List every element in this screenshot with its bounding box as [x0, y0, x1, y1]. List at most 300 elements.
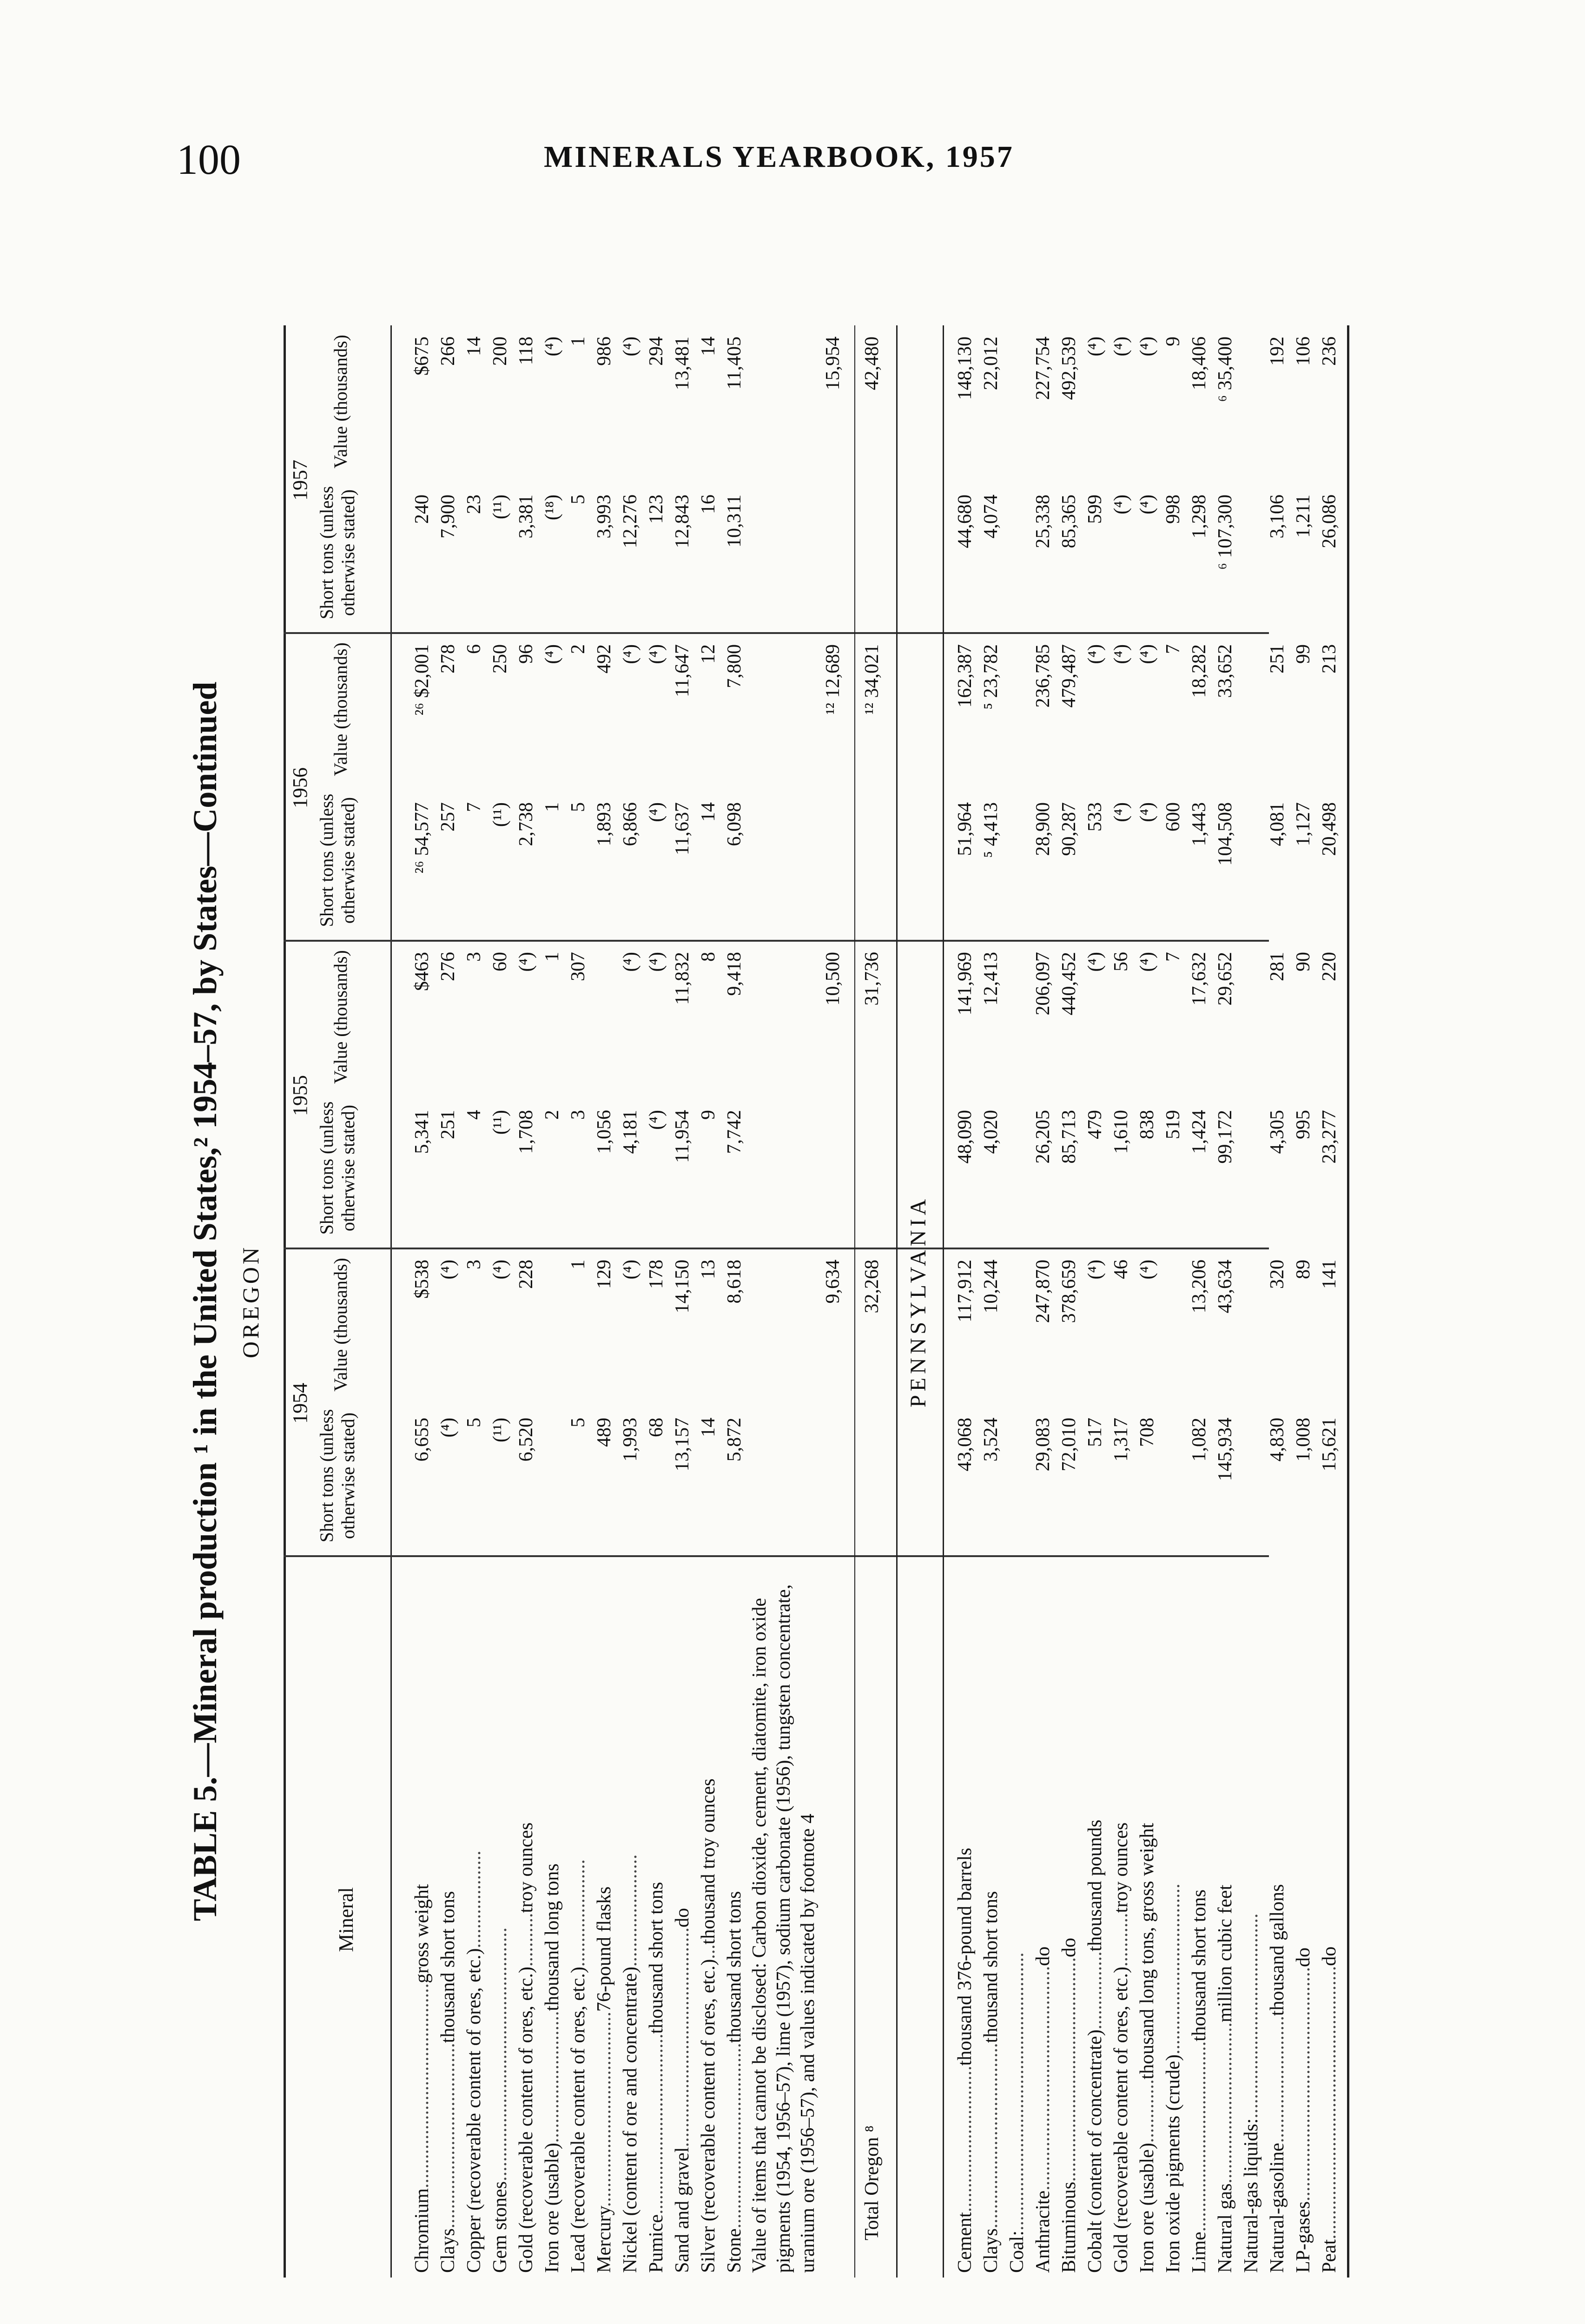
quantity-cell: 15,621 — [1319, 1418, 1340, 1472]
mineral-name: Iron ore (usable) — [542, 2143, 563, 2273]
mineral-name: Gem stones — [489, 2181, 511, 2273]
mineral-name: Copper (recoverable content of ores, etc.) — [463, 1948, 485, 2273]
mineral-label — [1290, 1562, 1316, 2273]
value-cell: 96 — [515, 644, 537, 664]
mineral-name: Anthracite — [1032, 2190, 1054, 2273]
total-rule — [854, 325, 855, 2278]
table-row — [513, 325, 539, 2278]
value-cell: ⁶ 35,400 — [1215, 337, 1236, 402]
undisclosed-value-cell: 10,500 — [822, 952, 844, 1006]
value-cell: (⁴) — [1136, 644, 1158, 664]
table-row — [409, 325, 435, 2278]
year-header: 1954 — [289, 1383, 311, 1424]
value-cell: 99 — [1293, 644, 1314, 664]
value-cell: 118 — [515, 337, 537, 365]
quantity-cell: 479 — [1084, 1110, 1106, 1139]
table-row — [721, 325, 747, 2278]
value-cell: (⁴) — [1084, 337, 1106, 357]
unit-label: thousand short tons — [724, 1891, 745, 2043]
unit-label: thousand 376-pound barrels — [954, 1848, 976, 2066]
quantity-cell: 1 — [542, 802, 563, 812]
quantity-cell: 5 — [568, 495, 589, 504]
value-cell: $463 — [411, 952, 433, 991]
mineral-label — [643, 1562, 669, 2273]
leader-dots: ...................................... — [980, 2043, 1002, 2229]
value-cell: 200 — [489, 337, 511, 366]
value-cell: (⁴) — [1136, 337, 1158, 357]
quantity-cell: 489 — [594, 1418, 615, 1447]
value-cell: 60 — [489, 952, 511, 971]
leader-dots: ........................................ — [594, 2012, 615, 2207]
value-cell: 251 — [1267, 644, 1288, 673]
quantity-cell: 7,742 — [724, 1110, 745, 1154]
leader-dots: .................... — [463, 1850, 485, 1948]
quantity-cell: 90,287 — [1058, 802, 1080, 856]
quantity-cell: 28,900 — [1032, 802, 1054, 856]
quantity-cell: 5 — [568, 1418, 589, 1427]
quantity-cell: 23 — [463, 495, 485, 514]
mineral-label — [565, 1562, 591, 2273]
value-cell: 29,652 — [1215, 952, 1236, 1006]
mineral-name: LP-gases — [1293, 2201, 1314, 2273]
value-cell: 14 — [463, 337, 485, 356]
leader-dots: ........... — [515, 1913, 537, 1967]
quantity-cell: 4,830 — [1267, 1418, 1288, 1462]
value-cell: 7 — [1162, 952, 1184, 962]
year-header: 1955 — [289, 1075, 311, 1116]
quantity-cell: 251 — [437, 1110, 459, 1139]
quantity-cell: 23,277 — [1319, 1110, 1340, 1164]
data-table — [284, 325, 1340, 2278]
unit-label: do — [1058, 1937, 1080, 1957]
value-cell: $675 — [411, 337, 433, 376]
quantity-cell: 4,081 — [1267, 802, 1288, 846]
page-number: 100 — [177, 136, 241, 183]
mineral-label — [1134, 1562, 1160, 2273]
quantity-cell: 998 — [1162, 495, 1184, 524]
quantity-cell: 12,276 — [620, 495, 641, 548]
leader-dots: .............................................. — [1032, 1966, 1054, 2191]
mineral-column-header: Mineral — [335, 1887, 357, 1952]
total-value-cell: 31,736 — [861, 952, 883, 1006]
mineral-label — [952, 1562, 978, 2273]
value-cell: 278 — [437, 644, 459, 673]
table-row — [1212, 325, 1238, 2278]
mineral-name: Sand and gravel — [672, 2147, 693, 2273]
mineral-label — [487, 1562, 513, 2273]
leader-dots: ..................................... — [646, 2034, 667, 2215]
quantity-cell: 14 — [698, 1418, 719, 1437]
value-cell: (⁴) — [1110, 644, 1132, 664]
leader-dots: ............. — [1136, 2079, 1158, 2143]
quantity-cell: 533 — [1084, 802, 1106, 832]
leader-dots: ........................................................ — [1319, 1966, 1340, 2239]
leader-dots: ................................. — [1215, 2022, 1236, 2184]
quantity-cell: 6,866 — [620, 802, 641, 846]
quantity-cell: 123 — [646, 495, 667, 524]
unit-label: troy ounces — [515, 1822, 537, 1913]
quantity-cell: 1,443 — [1189, 802, 1210, 846]
mineral-name: Gold (recoverable content of ores, etc.) — [515, 1967, 537, 2273]
quantity-cell: 3 — [568, 1110, 589, 1120]
mineral-name: Pumice — [646, 2214, 667, 2273]
value-column-header: Value (thousands) — [330, 642, 351, 776]
value-cell: 22,012 — [980, 337, 1002, 390]
quantity-cell: 257 — [437, 802, 459, 832]
section-rule — [896, 325, 898, 2278]
running-head: MINERALS YEARBOOK, 1957 — [544, 140, 1014, 174]
unit-label: troy ounces — [1110, 1822, 1132, 1913]
value-cell: 106 — [1293, 337, 1314, 366]
quantity-cell: 3,993 — [594, 495, 615, 539]
header-bottom-rule — [390, 325, 392, 2278]
table-row — [539, 325, 565, 2278]
leader-dots: ....................................... — [1189, 2041, 1210, 2232]
quantity-cell: 1,056 — [594, 1110, 615, 1154]
mineral-name: Coal: — [1006, 2231, 1028, 2273]
quantity-cell: (⁴) — [437, 1418, 459, 1438]
quantity-cell: 85,365 — [1058, 495, 1080, 548]
mineral-name: Lime — [1189, 2232, 1210, 2273]
quantity-cell: 99,172 — [1215, 1110, 1236, 1164]
mineral-label — [1186, 1562, 1212, 2273]
mineral-label — [1316, 1562, 1342, 2273]
mineral-label — [1056, 1562, 1082, 2273]
quantity-cell: 3,381 — [515, 495, 537, 539]
value-cell: 162,387 — [954, 644, 976, 708]
unit-label: thousand pounds — [1084, 1819, 1106, 1952]
mineral-name: Cobalt (content of concentrate) — [1084, 2029, 1106, 2273]
table-row — [565, 325, 591, 2278]
quantity-cell: 29,083 — [1032, 1418, 1054, 1472]
quantity-cell: 72,010 — [1058, 1418, 1080, 1472]
mineral-name: Clays — [980, 2228, 1002, 2273]
quantity-cell: 1,993 — [620, 1418, 641, 1462]
table-row — [617, 325, 643, 2278]
value-cell: 13 — [698, 1260, 719, 1279]
value-cell: 2 — [568, 644, 589, 654]
table-row — [952, 325, 978, 2278]
unit-label: thousand long tons, gross weight — [1136, 1822, 1158, 2080]
quantity-cell: (⁴) — [1136, 495, 1158, 515]
quantity-cell: (¹¹) — [489, 1110, 511, 1135]
undisclosed-value-cell: 9,634 — [822, 1260, 844, 1304]
value-cell: 11,405 — [724, 337, 745, 390]
value-cell: 56 — [1110, 952, 1132, 971]
value-cell: 46 — [1110, 1260, 1132, 1279]
quantity-cell: 145,934 — [1215, 1418, 1236, 1481]
value-cell: 141 — [1319, 1260, 1340, 1289]
mineral-label — [978, 1562, 1004, 2273]
table-row — [1082, 325, 1108, 2278]
unit-label: 76-pound flasks — [594, 1886, 615, 2012]
value-cell: 440,452 — [1058, 952, 1080, 1016]
quantity-cell: 9 — [698, 1110, 719, 1120]
quantity-cell: (¹⁸) — [542, 495, 563, 521]
value-cell: 266 — [437, 337, 459, 366]
quantity-cell: 6,098 — [724, 802, 745, 846]
value-cell: (⁴) — [489, 1260, 511, 1280]
value-cell: 986 — [594, 337, 615, 366]
quantity-cell: 14 — [698, 802, 719, 822]
value-cell: 227,754 — [1032, 337, 1054, 400]
quantity-cell: 104,508 — [1215, 802, 1236, 866]
value-cell: 43,634 — [1215, 1260, 1236, 1314]
mineral-label — [1212, 1562, 1238, 2273]
table-row — [1290, 325, 1316, 2278]
value-cell: 294 — [646, 337, 667, 366]
value-cell: 12 — [698, 644, 719, 664]
mineral-label — [1160, 1562, 1186, 2273]
mineral-label — [409, 1562, 435, 2273]
quantity-cell: 1,893 — [594, 802, 615, 846]
value-cell: 12,413 — [980, 952, 1002, 1006]
value-cell: 1 — [542, 952, 563, 962]
table-row — [1030, 325, 1056, 2278]
table-bottom-rule — [1347, 325, 1349, 2278]
mineral-name: Iron ore (usable) — [1136, 2143, 1158, 2273]
mineral-label — [669, 1562, 695, 2273]
quantity-cell: 240 — [411, 495, 433, 524]
quantity-cell: 7 — [463, 802, 485, 812]
quantity-cell: 1,298 — [1189, 495, 1210, 539]
value-cell: (⁴) — [1084, 952, 1106, 972]
quantity-cell: ⁶ 107,300 — [1215, 495, 1236, 570]
unit-label: thousand short tons — [437, 1891, 459, 2043]
value-cell: 13,481 — [672, 337, 693, 390]
quantity-column-header: Short tons (unless otherwise stated) — [316, 1409, 358, 1543]
mineral-label — [591, 1562, 617, 2273]
quantity-column-header: Short tons (unless otherwise stated) — [316, 486, 358, 620]
quantity-cell: 51,964 — [954, 802, 976, 856]
leader-dots: ...................................... — [724, 2043, 745, 2229]
quantity-cell: 995 — [1293, 1110, 1314, 1139]
unit-label: thousand long tons — [542, 1863, 563, 2011]
mineral-label — [1004, 1562, 1030, 2273]
unit-label: thousand short tons — [646, 1882, 667, 2034]
total-value-cell: 42,480 — [861, 337, 883, 390]
quantity-cell: 68 — [646, 1418, 667, 1437]
total-row — [859, 325, 885, 2278]
value-cell: 90 — [1293, 952, 1314, 971]
quantity-column-header: Short tons (unless otherwise stated) — [316, 1101, 358, 1235]
value-cell: 10,244 — [980, 1260, 1002, 1314]
quantity-cell: 1,610 — [1110, 1110, 1132, 1154]
mineral-name: Natural gas — [1215, 2183, 1236, 2273]
table-row — [669, 325, 695, 2278]
quantity-cell: ⁵ 4,413 — [980, 802, 1002, 858]
value-cell: 141,969 — [954, 952, 976, 1016]
table-row — [1186, 325, 1212, 2278]
mineral-label — [695, 1562, 721, 2273]
value-cell: 7 — [1162, 644, 1184, 654]
unit-label: do — [1032, 1946, 1054, 1966]
quantity-cell: (¹¹) — [489, 495, 511, 520]
quantity-cell: 13,157 — [672, 1418, 693, 1472]
mineral-name: Lead (recoverable content of ores, etc.) — [568, 1967, 589, 2273]
value-cell: 479,487 — [1058, 644, 1080, 708]
value-cell: 18,406 — [1189, 337, 1210, 390]
table-row — [487, 325, 513, 2278]
value-cell: 3 — [463, 1260, 485, 1269]
value-cell: 276 — [437, 952, 459, 981]
quantity-cell: (¹¹) — [489, 802, 511, 827]
quantity-cell: 5 — [568, 802, 589, 812]
leader-dots: ....................... — [620, 1854, 641, 1967]
value-cell: 307 — [568, 952, 589, 981]
quantity-cell: 4,181 — [620, 1110, 641, 1154]
quantity-cell: 599 — [1084, 495, 1106, 524]
quantity-cell: 12,843 — [672, 495, 693, 548]
table-row — [1238, 325, 1264, 2278]
value-cell: 178 — [646, 1260, 667, 1289]
leader-dots: .......................................... — [1241, 1913, 1262, 2119]
table-row — [643, 325, 669, 2278]
table-caption: TABLE 5.—Mineral production ¹ in the United States,² 1954–57, by States—Continued — [186, 681, 224, 1921]
value-cell: 192 — [1267, 337, 1288, 366]
quantity-cell: 1,317 — [1110, 1418, 1132, 1462]
value-cell: (⁴) — [620, 952, 641, 972]
mineral-label — [1030, 1562, 1056, 2273]
total-label: Total Oregon ⁸ — [861, 2125, 883, 2240]
value-cell: (⁴) — [515, 952, 537, 972]
year-header: 1956 — [289, 767, 311, 808]
unit-label: thousand short tons — [1189, 1889, 1210, 2041]
quantity-cell: (⁴) — [646, 802, 667, 822]
undisclosed-value-cell: 15,954 — [822, 337, 844, 390]
quantity-cell: 6,655 — [411, 1418, 433, 1462]
leader-dots: .......................................... — [411, 1983, 433, 2188]
quantity-column-header: Short tons (unless otherwise stated) — [316, 793, 358, 927]
value-cell: (⁴) — [1136, 1260, 1158, 1280]
leader-dots: .............................. — [954, 2066, 976, 2212]
quantity-cell: 43,068 — [954, 1418, 976, 1472]
quantity-cell: 44,680 — [954, 495, 976, 548]
value-cell: 378,659 — [1058, 1260, 1080, 1323]
table-row — [1134, 325, 1160, 2278]
value-cell: 236,785 — [1032, 644, 1054, 708]
leader-dots: ...................................... — [437, 2043, 459, 2229]
mineral-name: Chromium — [411, 2188, 433, 2273]
quantity-cell: 7,900 — [437, 495, 459, 539]
leader-dots: ......................................................... — [1006, 1952, 1028, 2231]
value-cell: (⁴) — [646, 644, 667, 664]
table-row — [435, 325, 461, 2278]
value-cell: 18,282 — [1189, 644, 1210, 698]
mineral-name: Clays — [437, 2228, 459, 2273]
value-cell: 492 — [594, 644, 615, 673]
value-cell: 11,832 — [672, 952, 693, 1005]
value-cell: (⁴) — [542, 337, 563, 357]
mineral-name: Iron oxide pigments (crude) — [1162, 2054, 1184, 2273]
quantity-cell: 4,074 — [980, 495, 1002, 539]
mineral-label — [617, 1562, 643, 2273]
leader-dots: ...................... — [568, 1859, 589, 1967]
value-cell: (⁴) — [1136, 952, 1158, 972]
mineral-name: Stone — [724, 2228, 745, 2273]
value-cell: 3 — [463, 952, 485, 962]
quantity-cell: 1,211 — [1293, 495, 1314, 538]
table-row — [1316, 325, 1342, 2278]
mineral-name: Peat — [1319, 2239, 1340, 2273]
value-cell: ²⁶ $2,001 — [411, 644, 433, 716]
quantity-cell: 3,106 — [1267, 495, 1288, 539]
quantity-cell: (¹¹) — [489, 1418, 511, 1443]
value-cell: (⁴) — [646, 952, 667, 972]
value-cell: 1 — [568, 337, 589, 346]
value-cell: (⁴) — [437, 1260, 459, 1280]
quantity-cell: 1,082 — [1189, 1418, 1210, 1462]
mineral-name: Natural-gas liquids: — [1241, 2118, 1262, 2273]
section-title-pennsylvania: PENNSYLVANIA — [906, 1195, 931, 1408]
mineral-label — [1108, 1562, 1134, 2273]
value-cell: 148,130 — [954, 337, 976, 400]
quantity-cell: 708 — [1136, 1418, 1158, 1447]
undisclosed-items-note: Value of items that cannot be disclosed: Carbon dioxide, cement, diatomite, iron oxide pigments (1954, 1956–57), lime (1957), sodium carbonate (1956), tungsten concentrate, uranium ore (1956–57), and values indicated by footnote 4 — [749, 1584, 819, 2273]
value-cell: 492,539 — [1058, 337, 1080, 400]
value-cell: (⁴) — [1084, 644, 1106, 664]
quantity-cell: 517 — [1084, 1418, 1106, 1447]
quantity-cell: 6,520 — [515, 1418, 537, 1462]
value-cell: 9,418 — [724, 952, 745, 996]
quantity-cell: 85,713 — [1058, 1110, 1080, 1164]
table-row — [978, 325, 1004, 2278]
value-column-header: Value (thousands) — [330, 335, 351, 469]
value-cell: 213 — [1319, 644, 1340, 673]
undisclosed-value-cell: ¹² 12,689 — [822, 644, 844, 715]
quantity-cell: 20,498 — [1319, 802, 1340, 856]
unit-label: thousand gallons — [1267, 1884, 1288, 2016]
mineral-name: Nickel (content of ore and concentrate) — [620, 1967, 641, 2273]
value-cell: 206,097 — [1032, 952, 1054, 1016]
quantity-cell: 25,338 — [1032, 495, 1054, 548]
mineral-name: Cement — [954, 2212, 976, 2273]
mineral-label — [539, 1562, 565, 2273]
mineral-name: Silver (recoverable content of ores, etc.) — [698, 1959, 719, 2273]
mineral-label — [721, 1562, 747, 2273]
total-value-cell: 32,268 — [861, 1260, 883, 1314]
quantity-cell: 26,086 — [1319, 495, 1340, 548]
value-cell: 11,647 — [672, 644, 693, 697]
quantity-cell: 4 — [463, 1110, 485, 1120]
leader-dots: ............................................. — [672, 1927, 693, 2147]
total-value-cell: ¹² 34,021 — [861, 644, 883, 715]
undisclosed-values-row — [820, 325, 846, 2278]
leader-dots: .............................................. — [1058, 1957, 1080, 2182]
unit-label: do — [672, 1908, 693, 1928]
quantity-cell: 2 — [542, 1110, 563, 1120]
value-column-header: Value (thousands) — [330, 950, 351, 1084]
value-cell: 7,800 — [724, 644, 745, 688]
value-cell: (⁴) — [620, 1260, 641, 1280]
mineral-label — [461, 1562, 487, 2273]
quantity-cell: (⁴) — [1110, 495, 1132, 515]
section-title-oregon: OREGON — [238, 1244, 264, 1359]
value-cell: 13,206 — [1189, 1260, 1210, 1314]
value-cell: 236 — [1319, 337, 1340, 366]
quantity-cell: 1,127 — [1293, 802, 1314, 846]
leader-dots: ........... — [1110, 1913, 1132, 1967]
quantity-cell: (⁴) — [1136, 802, 1158, 822]
quantity-cell: 11,954 — [672, 1110, 693, 1163]
table-row — [591, 325, 617, 2278]
leader-dots: .......................... — [1267, 2016, 1288, 2143]
quantity-cell: 16 — [698, 495, 719, 514]
quantity-cell: 1,708 — [515, 1110, 537, 1154]
value-cell: 14 — [698, 337, 719, 356]
table-row — [461, 325, 487, 2278]
value-cell: 247,870 — [1032, 1260, 1054, 1323]
